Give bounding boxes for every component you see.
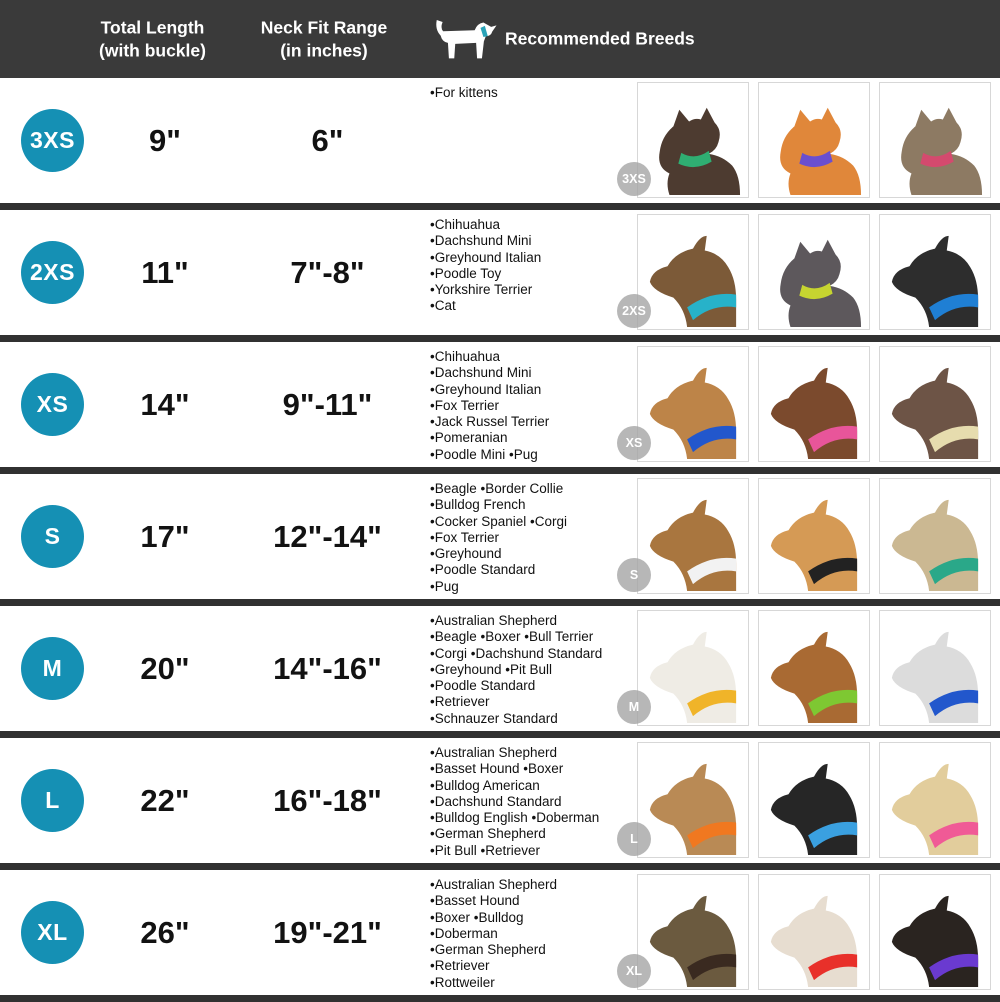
- breeds-list: [430, 738, 630, 863]
- dog-silhouette-icon: [644, 623, 742, 725]
- breed-item: •Australian Shepherd: [430, 877, 558, 892]
- breed-item: •Greyhound Italian: [430, 249, 542, 265]
- table-row: [0, 78, 1000, 203]
- table-header: [0, 0, 1000, 78]
- row-divider: [0, 599, 1000, 606]
- breed-item: •Basset Hound: [430, 893, 520, 909]
- size-watermark: L: [617, 822, 651, 856]
- breed-item: •For kittens: [430, 85, 498, 100]
- animal-photo: [758, 82, 870, 198]
- breed-item: •Greyhound Italian: [430, 381, 542, 397]
- size-badge: L: [21, 769, 84, 832]
- neck-fit-value: 12"-14": [273, 518, 382, 554]
- breed-item: •Retriever: [430, 958, 490, 974]
- dog-silhouette-icon: [644, 755, 742, 857]
- neck-fit-value: 14"-16": [273, 650, 382, 686]
- photos-strip: [637, 346, 1000, 462]
- row-divider: [0, 995, 1000, 1002]
- total-length-value: 17": [140, 518, 190, 554]
- breed-item: •Corgi •Dachshund Standard: [430, 645, 603, 661]
- size-watermark: 2XS: [617, 294, 651, 328]
- table-row: [0, 738, 1000, 863]
- row-divider: [0, 863, 1000, 870]
- breed-item: •Pug: [430, 578, 459, 594]
- breed-item: •Australian Shepherd: [430, 745, 558, 760]
- animal-photo: [637, 610, 749, 726]
- table-row: [0, 342, 1000, 467]
- dog-silhouette-icon: [886, 359, 984, 461]
- photos-strip: [637, 478, 1000, 594]
- animal-photo: [637, 82, 749, 198]
- breed-item: •Beagle •Boxer •Bull Terrier: [430, 629, 594, 645]
- breed-item: •Fox Terrier: [430, 529, 499, 545]
- size-badge-cell: [0, 474, 105, 599]
- animal-photo: [879, 346, 991, 462]
- breed-item: •Poodle Toy: [430, 265, 502, 281]
- row-divider: [0, 335, 1000, 342]
- photos-strip: [637, 742, 1000, 858]
- breed-item: •Bulldog French: [430, 497, 526, 513]
- header-total-length-line1: Total Length: [100, 17, 205, 38]
- breed-item: •Poodle Standard: [430, 562, 536, 578]
- breeds-list: [430, 342, 630, 467]
- total-length-value: 14": [140, 386, 190, 422]
- breed-item: •Rottweiler: [430, 974, 495, 990]
- dog-with-collar-icon: [429, 15, 497, 63]
- breed-item: •Bulldog American: [430, 777, 540, 793]
- neck-fit-value: 19"-21": [273, 914, 382, 950]
- cat-silhouette-icon: [765, 227, 863, 329]
- breed-item: •Retriever: [430, 694, 490, 710]
- animal-photo: [879, 610, 991, 726]
- size-badge-cell: [0, 870, 105, 995]
- dog-silhouette-icon: [886, 887, 984, 989]
- size-watermark: S: [617, 558, 651, 592]
- breeds-list: [430, 870, 630, 995]
- table-row: [0, 870, 1000, 995]
- photos-strip: [637, 214, 1000, 330]
- size-badge: 3XS: [21, 109, 84, 172]
- size-badge: XL: [21, 901, 84, 964]
- breeds-list: [430, 78, 630, 203]
- animal-photo: [758, 214, 870, 330]
- photos-cell: [630, 606, 1000, 731]
- animal-photo: [637, 346, 749, 462]
- animal-photo: [758, 478, 870, 594]
- header-neck-fit-line1: Neck Fit Range: [260, 17, 388, 38]
- row-divider: [0, 467, 1000, 474]
- breed-item: •Poodle Mini •Pug: [430, 446, 538, 462]
- total-length-value: 11": [141, 254, 189, 290]
- size-watermark: 3XS: [617, 162, 651, 196]
- breed-item: •Dachshund Mini: [430, 233, 532, 249]
- breed-item: •Schnauzer Standard: [430, 710, 558, 726]
- animal-photo: [637, 478, 749, 594]
- size-watermark: M: [617, 690, 651, 724]
- breeds-list: [430, 474, 630, 599]
- breed-item: •Jack Russel Terrier: [430, 414, 550, 430]
- breed-item: •German Shepherd: [430, 942, 546, 958]
- breed-item: •Greyhound •Pit Bull: [430, 661, 553, 677]
- dog-silhouette-icon: [765, 755, 863, 857]
- dog-silhouette-icon: [886, 623, 984, 725]
- animal-photo: [758, 610, 870, 726]
- animal-photo: [758, 874, 870, 990]
- size-badge: S: [21, 505, 84, 568]
- breed-item: •Bulldog English •Doberman: [430, 810, 600, 826]
- breed-item: •Chihuahua: [430, 349, 501, 364]
- photos-strip: [637, 874, 1000, 990]
- animal-photo: [637, 742, 749, 858]
- breed-item: •Boxer •Bulldog: [430, 909, 524, 925]
- header-recommended-breeds: Recommended Breeds: [505, 28, 695, 49]
- breed-item: •Fox Terrier: [430, 397, 499, 413]
- dog-silhouette-icon: [886, 755, 984, 857]
- photos-cell: [622, 210, 1000, 335]
- dog-silhouette-icon: [644, 359, 742, 461]
- total-length-value: 9": [149, 122, 181, 158]
- breed-item: •Australian Shepherd: [430, 613, 558, 628]
- animal-photo: [637, 214, 749, 330]
- dog-silhouette-icon: [765, 887, 863, 989]
- breed-item: •Chihuahua: [430, 217, 501, 232]
- total-length-value: 20": [140, 650, 190, 686]
- neck-fit-value: 16"-18": [273, 782, 382, 818]
- size-badge-cell: [0, 210, 105, 335]
- breed-item: •Greyhound: [430, 546, 502, 562]
- breed-item: •Basset Hound •Boxer: [430, 761, 564, 777]
- breeds-list: [430, 606, 630, 731]
- photos-strip: [637, 610, 1000, 726]
- breed-item: •Yorkshire Terrier: [430, 282, 533, 298]
- neck-fit-value: 6": [311, 122, 344, 158]
- photos-cell: [622, 78, 1000, 203]
- dog-silhouette-icon: [765, 623, 863, 725]
- breed-item: •Dachshund Mini: [430, 365, 532, 381]
- animal-photo: [758, 742, 870, 858]
- animal-photo: [879, 478, 991, 594]
- neck-fit-value: 9"-11": [282, 386, 373, 422]
- row-divider: [0, 731, 1000, 738]
- dog-silhouette-icon: [644, 887, 742, 989]
- photos-cell: [626, 870, 1000, 995]
- animal-photo: [758, 346, 870, 462]
- table-row: [0, 210, 1000, 335]
- breeds-list: [430, 210, 630, 335]
- breed-item: •Pit Bull •Retriever: [430, 842, 540, 858]
- breed-item: •Pomeranian: [430, 430, 508, 446]
- breed-item: •Doberman: [430, 925, 498, 941]
- cat-silhouette-icon: [886, 95, 984, 197]
- photos-strip: [637, 82, 1000, 198]
- animal-photo: [879, 874, 991, 990]
- photos-cell: [630, 738, 1000, 863]
- size-badge: M: [21, 637, 84, 700]
- size-badge: 2XS: [21, 241, 84, 304]
- breed-item: •Cocker Spaniel •Corgi: [430, 513, 568, 529]
- dog-silhouette-icon: [644, 227, 742, 329]
- animal-photo: [637, 874, 749, 990]
- dog-silhouette-icon: [886, 227, 984, 329]
- row-divider: [0, 203, 1000, 210]
- size-badge-cell: [0, 738, 105, 863]
- header-neck-fit-line2: (in inches): [280, 40, 368, 60]
- total-length-value: 26": [140, 914, 190, 950]
- photos-cell: [625, 342, 1000, 467]
- total-length-value: 22": [140, 782, 190, 818]
- cat-silhouette-icon: [765, 95, 863, 197]
- size-watermark: XL: [617, 954, 651, 988]
- breed-item: •German Shepherd: [430, 826, 546, 842]
- animal-photo: [879, 82, 991, 198]
- dog-silhouette-icon: [886, 491, 984, 593]
- dog-silhouette-icon: [644, 491, 742, 593]
- breed-item: •Beagle •Border Collie: [430, 481, 564, 496]
- neck-fit-value: 7"-8": [290, 254, 365, 290]
- animal-photo: [879, 742, 991, 858]
- header-total-length: [55, 16, 250, 62]
- size-rows: [0, 78, 1000, 1002]
- table-row: [0, 474, 1000, 599]
- breed-item: •Dachshund Standard: [430, 793, 562, 809]
- size-badge-cell: [0, 342, 105, 467]
- breed-item: •Poodle Standard: [430, 678, 536, 694]
- photos-cell: [630, 474, 1000, 599]
- cat-silhouette-icon: [644, 95, 742, 197]
- dog-silhouette-icon: [765, 359, 863, 461]
- size-badge-cell: [0, 606, 105, 731]
- dog-silhouette-icon: [765, 491, 863, 593]
- table-row: [0, 606, 1000, 731]
- breed-item: •Cat: [430, 298, 456, 314]
- header-total-length-line2: (with buckle): [99, 40, 206, 60]
- size-badge-cell: [0, 78, 105, 203]
- size-badge: XS: [21, 373, 84, 436]
- header-neck-fit: [233, 16, 415, 62]
- animal-photo: [879, 214, 991, 330]
- size-watermark: XS: [617, 426, 651, 460]
